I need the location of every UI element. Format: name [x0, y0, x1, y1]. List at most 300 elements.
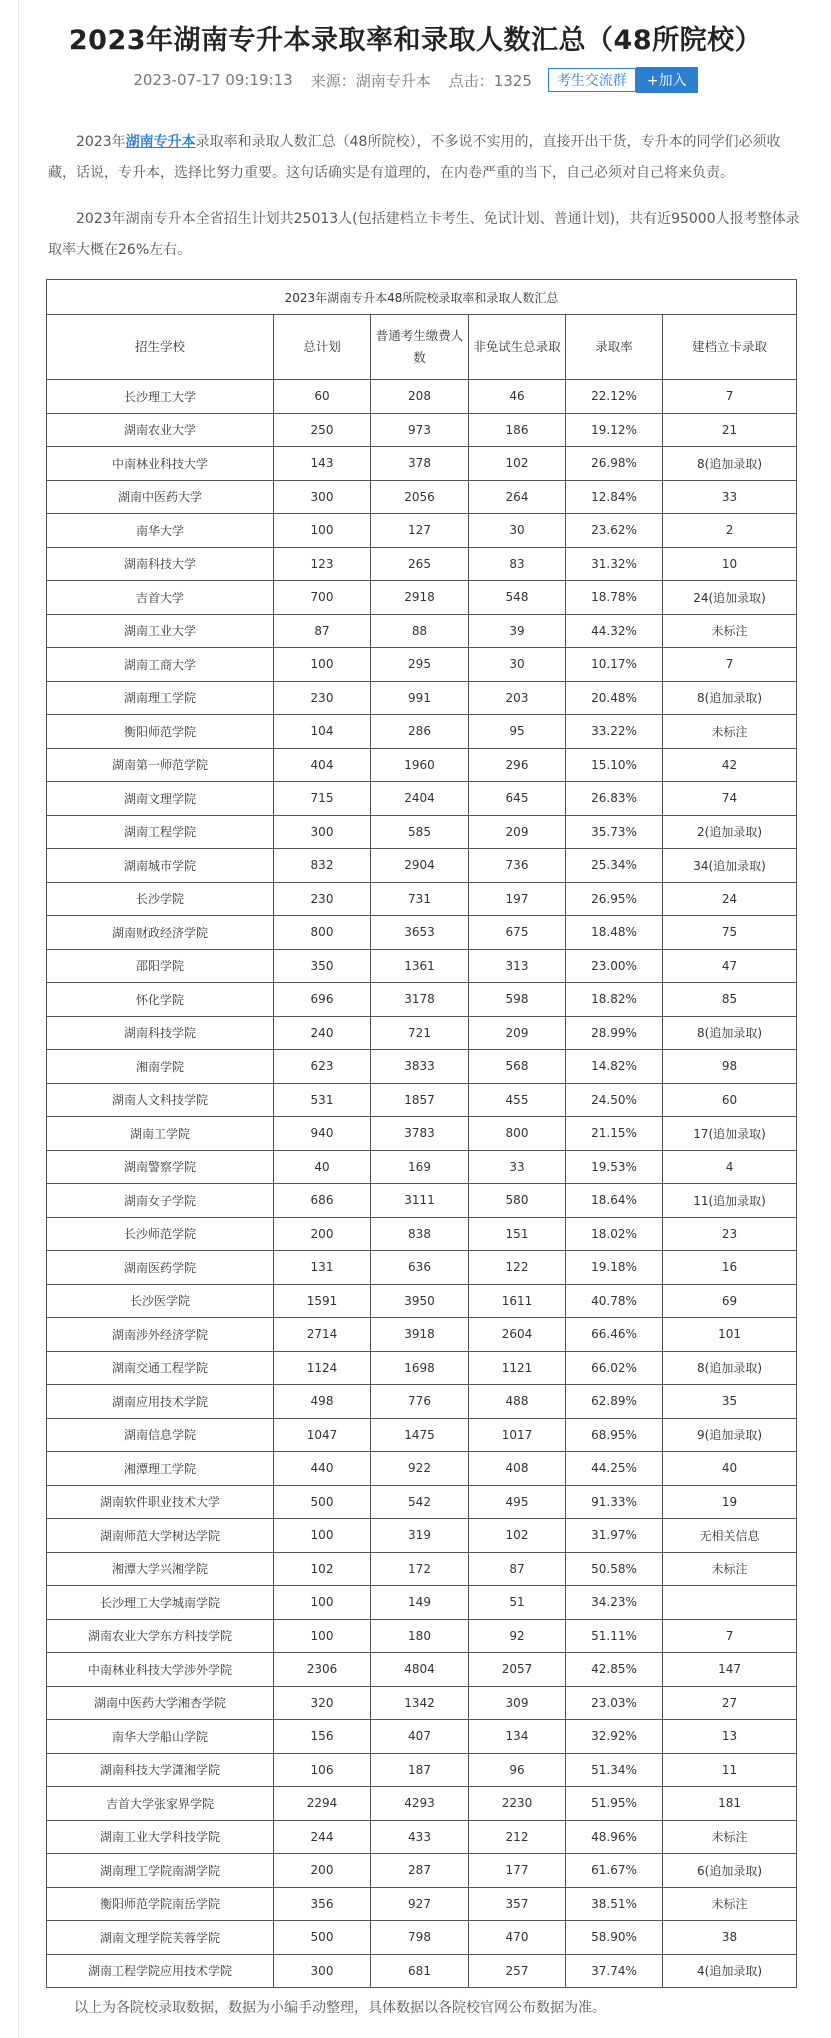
cell-paid-applicants: 286 [371, 715, 469, 749]
cell-school: 吉首大学 [47, 581, 274, 615]
table-caption: 2023年湖南专升本48所院校录取率和录取人数汇总 [47, 280, 797, 315]
table-row [47, 480, 797, 514]
cell-school: 湖南工业大学科技学院 [47, 1820, 274, 1854]
admission-table [46, 279, 797, 1988]
table-row [47, 1887, 797, 1921]
cell-registered-poor-admitted: 85 [663, 983, 797, 1017]
cell-school: 湖南应用技术学院 [47, 1385, 274, 1419]
cell-total-admitted: 87 [469, 1552, 566, 1586]
cell-registered-poor-admitted: 16 [663, 1251, 797, 1285]
cell-paid-applicants: 721 [371, 1016, 469, 1050]
table-row [47, 1720, 797, 1754]
cell-total-admitted: 2230 [469, 1787, 566, 1821]
cell-admission-rate: 15.10% [566, 748, 663, 782]
cell-paid-applicants: 636 [371, 1251, 469, 1285]
cell-admission-rate: 68.95% [566, 1418, 663, 1452]
cell-paid-applicants: 187 [371, 1753, 469, 1787]
cell-admission-rate: 34.23% [566, 1586, 663, 1620]
cell-total-admitted: 800 [469, 1117, 566, 1151]
cell-total-admitted: 357 [469, 1887, 566, 1921]
cell-admission-rate: 91.33% [566, 1485, 663, 1519]
cell-paid-applicants: 2404 [371, 782, 469, 816]
view-count: 点击：1325 [448, 71, 532, 90]
cell-total-plan: 123 [274, 547, 371, 581]
cell-registered-poor-admitted: 8(追加录取) [663, 1351, 797, 1385]
header-registered-poor-admitted: 建档立卡录取 [663, 315, 797, 380]
cell-registered-poor-admitted: 2 [663, 514, 797, 548]
cell-school: 湖南理工学院 [47, 681, 274, 715]
cell-total-admitted: 92 [469, 1619, 566, 1653]
table-row [47, 648, 797, 682]
cell-school: 湘潭理工学院 [47, 1452, 274, 1486]
cell-total-admitted: 46 [469, 380, 566, 414]
cell-school: 长沙医学院 [47, 1284, 274, 1318]
cell-school: 湘南学院 [47, 1050, 274, 1084]
cell-paid-applicants: 1960 [371, 748, 469, 782]
cell-total-plan: 1124 [274, 1351, 371, 1385]
cell-total-plan: 498 [274, 1385, 371, 1419]
cell-admission-rate: 10.17% [566, 648, 663, 682]
table-row [47, 882, 797, 916]
cell-registered-poor-admitted: 9(追加录取) [663, 1418, 797, 1452]
table-row [47, 983, 797, 1017]
cell-admission-rate: 18.64% [566, 1184, 663, 1218]
cell-registered-poor-admitted: 101 [663, 1318, 797, 1352]
table-row [47, 1686, 797, 1720]
cell-school: 长沙理工大学城南学院 [47, 1586, 274, 1620]
cell-admission-rate: 22.12% [566, 380, 663, 414]
cell-registered-poor-admitted: 74 [663, 782, 797, 816]
cell-paid-applicants: 3833 [371, 1050, 469, 1084]
cell-paid-applicants: 3950 [371, 1284, 469, 1318]
cell-paid-applicants: 776 [371, 1385, 469, 1419]
cell-total-plan: 244 [274, 1820, 371, 1854]
cell-total-admitted: 102 [469, 447, 566, 481]
intro-paragraph-2: 2023年湖南专升本全省招生计划共25013人(包括建档立卡考生、免试计划、普通计划)，共有近95000人报考整体录取率大概在26%左右。 [48, 211, 800, 258]
cell-registered-poor-admitted: 11(追加录取) [663, 1184, 797, 1218]
table-row [47, 1217, 797, 1251]
cell-total-plan: 2294 [274, 1787, 371, 1821]
table-row [47, 1854, 797, 1888]
cell-total-admitted: 580 [469, 1184, 566, 1218]
cell-school: 湖南工业大学 [47, 614, 274, 648]
cell-total-plan: 100 [274, 648, 371, 682]
cell-total-plan: 143 [274, 447, 371, 481]
table-row [47, 1552, 797, 1586]
cell-school: 湖南交通工程学院 [47, 1351, 274, 1385]
cell-school: 衡阳师范学院南岳学院 [47, 1887, 274, 1921]
cell-registered-poor-admitted: 2(追加录取) [663, 815, 797, 849]
cell-total-admitted: 212 [469, 1820, 566, 1854]
cell-school: 吉首大学张家界学院 [47, 1787, 274, 1821]
cell-total-admitted: 548 [469, 581, 566, 615]
cell-admission-rate: 24.50% [566, 1083, 663, 1117]
cell-registered-poor-admitted: 42 [663, 748, 797, 782]
cell-total-admitted: 495 [469, 1485, 566, 1519]
cell-school: 湖南工程学院应用技术学院 [47, 1954, 274, 1988]
cell-admission-rate: 51.11% [566, 1619, 663, 1653]
table-row [47, 782, 797, 816]
table-row [47, 581, 797, 615]
table-row [47, 1954, 797, 1988]
cell-paid-applicants: 287 [371, 1854, 469, 1888]
cell-registered-poor-admitted: 7 [663, 1619, 797, 1653]
cell-paid-applicants: 2918 [371, 581, 469, 615]
intro-paragraph-1 [48, 127, 806, 189]
cell-registered-poor-admitted: 7 [663, 380, 797, 414]
cell-total-admitted: 30 [469, 648, 566, 682]
student-group-tag[interactable]: 考生交流群 [548, 68, 636, 92]
table-row [47, 1351, 797, 1385]
table-row [47, 1184, 797, 1218]
intro-p1-prefix: 2023年 [76, 134, 126, 150]
cell-registered-poor-admitted: 33 [663, 480, 797, 514]
table-row [47, 1251, 797, 1285]
cell-registered-poor-admitted [663, 1586, 797, 1620]
cell-admission-rate: 19.53% [566, 1150, 663, 1184]
cell-registered-poor-admitted: 23 [663, 1217, 797, 1251]
cell-total-plan: 100 [274, 514, 371, 548]
table-header-row [47, 315, 797, 380]
cell-admission-rate: 66.02% [566, 1351, 663, 1385]
cell-paid-applicants: 4293 [371, 1787, 469, 1821]
footer-note: 以上为各院校录取数据，数据为小编手动整理，具体数据以各院校官网公布数据为准。 [74, 2000, 606, 2016]
cell-total-admitted: 186 [469, 413, 566, 447]
cell-admission-rate: 18.48% [566, 916, 663, 950]
cell-total-admitted: 96 [469, 1753, 566, 1787]
cell-total-admitted: 488 [469, 1385, 566, 1419]
table-row [47, 1452, 797, 1486]
table-row [47, 1117, 797, 1151]
table-row [47, 1921, 797, 1955]
cell-admission-rate: 44.32% [566, 614, 663, 648]
cell-admission-rate: 18.78% [566, 581, 663, 615]
cell-school: 长沙学院 [47, 882, 274, 916]
cell-paid-applicants: 172 [371, 1552, 469, 1586]
cell-school: 湖南文理学院 [47, 782, 274, 816]
cell-registered-poor-admitted: 147 [663, 1653, 797, 1687]
cell-admission-rate: 28.99% [566, 1016, 663, 1050]
cell-total-plan: 300 [274, 480, 371, 514]
cell-paid-applicants: 378 [371, 447, 469, 481]
cell-total-plan: 531 [274, 1083, 371, 1117]
cell-school: 湖南理工学院南湖学院 [47, 1854, 274, 1888]
cell-total-admitted: 1611 [469, 1284, 566, 1318]
cell-admission-rate: 31.97% [566, 1519, 663, 1553]
table-row [47, 748, 797, 782]
cell-total-admitted: 102 [469, 1519, 566, 1553]
table-row [47, 1753, 797, 1787]
article-title: 2023年湖南专升本录取率和录取人数汇总（48所院校） [68, 25, 763, 56]
cell-admission-rate: 50.58% [566, 1552, 663, 1586]
cell-school: 湖南中医药大学湘杏学院 [47, 1686, 274, 1720]
cell-total-admitted: 197 [469, 882, 566, 916]
cell-school: 湖南女子学院 [47, 1184, 274, 1218]
cell-total-plan: 102 [274, 1552, 371, 1586]
cell-admission-rate: 23.00% [566, 949, 663, 983]
table-row [47, 1820, 797, 1854]
cell-paid-applicants: 319 [371, 1519, 469, 1553]
cell-total-plan: 230 [274, 681, 371, 715]
cell-total-plan: 100 [274, 1519, 371, 1553]
cell-paid-applicants: 585 [371, 815, 469, 849]
cell-paid-applicants: 3653 [371, 916, 469, 950]
cell-school: 衡阳师范学院 [47, 715, 274, 749]
table-row [47, 447, 797, 481]
cell-school: 中南林业科技大学 [47, 447, 274, 481]
cell-registered-poor-admitted: 7 [663, 648, 797, 682]
table-row [47, 1016, 797, 1050]
table-row [47, 1485, 797, 1519]
cell-total-plan: 686 [274, 1184, 371, 1218]
cell-paid-applicants: 127 [371, 514, 469, 548]
cell-total-admitted: 568 [469, 1050, 566, 1084]
cell-admission-rate: 40.78% [566, 1284, 663, 1318]
cell-admission-rate: 25.34% [566, 849, 663, 883]
table-row [47, 1619, 797, 1653]
cell-admission-rate: 51.95% [566, 1787, 663, 1821]
cell-school: 湖南医药学院 [47, 1251, 274, 1285]
cell-paid-applicants: 922 [371, 1452, 469, 1486]
cell-admission-rate: 20.48% [566, 681, 663, 715]
cell-paid-applicants: 542 [371, 1485, 469, 1519]
cell-school: 湖南工学院 [47, 1117, 274, 1151]
cell-total-admitted: 39 [469, 614, 566, 648]
cell-paid-applicants: 1857 [371, 1083, 469, 1117]
cell-school: 南华大学船山学院 [47, 1720, 274, 1754]
admission-table-wrapper [46, 279, 796, 1988]
cell-total-plan: 200 [274, 1854, 371, 1888]
cell-admission-rate: 33.22% [566, 715, 663, 749]
cell-school: 湖南警察学院 [47, 1150, 274, 1184]
header-total-admitted: 非免试生总录取 [469, 315, 566, 380]
cell-total-plan: 832 [274, 849, 371, 883]
cell-admission-rate: 26.83% [566, 782, 663, 816]
cell-registered-poor-admitted: 60 [663, 1083, 797, 1117]
cell-total-admitted: 209 [469, 815, 566, 849]
cell-total-plan: 200 [274, 1217, 371, 1251]
cell-total-plan: 100 [274, 1586, 371, 1620]
cell-paid-applicants: 3918 [371, 1318, 469, 1352]
cell-paid-applicants: 1342 [371, 1686, 469, 1720]
cell-total-admitted: 177 [469, 1854, 566, 1888]
intro-p1-rest: 录取率和录取人数汇总（48所院校），不多说不实用的，直接开出干货，专升本的同学们必须收藏，话说，专升本，选择比努力重要。这句话确实是有道理的，在内卷严重的当下，自己必须对自己将来负责。 [48, 134, 781, 181]
cell-total-plan: 800 [274, 916, 371, 950]
cell-total-admitted: 83 [469, 547, 566, 581]
article-meta [0, 68, 831, 92]
cell-admission-rate: 26.95% [566, 882, 663, 916]
cell-school: 湖南城市学院 [47, 849, 274, 883]
cell-admission-rate: 62.89% [566, 1385, 663, 1419]
cell-total-plan: 240 [274, 1016, 371, 1050]
cell-admission-rate: 23.03% [566, 1686, 663, 1720]
cell-admission-rate: 66.46% [566, 1318, 663, 1352]
cell-paid-applicants: 208 [371, 380, 469, 414]
hunan-zsb-link[interactable]: 湖南专升本 [125, 134, 196, 150]
table-row [47, 1787, 797, 1821]
cell-registered-poor-admitted: 8(追加录取) [663, 447, 797, 481]
cell-total-admitted: 122 [469, 1251, 566, 1285]
table-row [47, 1519, 797, 1553]
cell-admission-rate: 31.32% [566, 547, 663, 581]
table-row [47, 681, 797, 715]
cell-total-plan: 1047 [274, 1418, 371, 1452]
cell-total-plan: 356 [274, 1887, 371, 1921]
cell-registered-poor-admitted: 未标注 [663, 1887, 797, 1921]
cell-registered-poor-admitted: 98 [663, 1050, 797, 1084]
cell-total-admitted: 203 [469, 681, 566, 715]
cell-paid-applicants: 407 [371, 1720, 469, 1754]
cell-paid-applicants: 1475 [371, 1418, 469, 1452]
cell-school: 怀化学院 [47, 983, 274, 1017]
cell-paid-applicants: 838 [371, 1217, 469, 1251]
table-row [47, 1284, 797, 1318]
cell-school: 湖南中医药大学 [47, 480, 274, 514]
cell-registered-poor-admitted: 24(追加录取) [663, 581, 797, 615]
cell-total-plan: 320 [274, 1686, 371, 1720]
cell-registered-poor-admitted: 24 [663, 882, 797, 916]
cell-admission-rate: 21.15% [566, 1117, 663, 1151]
cell-total-admitted: 455 [469, 1083, 566, 1117]
cell-total-plan: 2714 [274, 1318, 371, 1352]
cell-school: 长沙理工大学 [47, 380, 274, 414]
cell-total-admitted: 30 [469, 514, 566, 548]
cell-total-plan: 131 [274, 1251, 371, 1285]
cell-paid-applicants: 3111 [371, 1184, 469, 1218]
cell-registered-poor-admitted: 无相关信息 [663, 1519, 797, 1553]
cell-total-admitted: 645 [469, 782, 566, 816]
cell-registered-poor-admitted: 8(追加录取) [663, 681, 797, 715]
table-row [47, 949, 797, 983]
cell-registered-poor-admitted: 21 [663, 413, 797, 447]
cell-school: 湖南科技大学 [47, 547, 274, 581]
cell-total-plan: 104 [274, 715, 371, 749]
cell-total-plan: 100 [274, 1619, 371, 1653]
table-row [47, 849, 797, 883]
cell-admission-rate: 38.51% [566, 1887, 663, 1921]
cell-total-plan: 500 [274, 1921, 371, 1955]
cell-admission-rate: 48.96% [566, 1820, 663, 1854]
cell-total-admitted: 209 [469, 1016, 566, 1050]
table-row [47, 1150, 797, 1184]
cell-school: 中南林业科技大学涉外学院 [47, 1653, 274, 1687]
cell-total-plan: 40 [274, 1150, 371, 1184]
cell-registered-poor-admitted: 10 [663, 547, 797, 581]
cell-admission-rate: 14.82% [566, 1050, 663, 1084]
cell-paid-applicants: 433 [371, 1820, 469, 1854]
cell-admission-rate: 58.90% [566, 1921, 663, 1955]
cell-registered-poor-admitted: 38 [663, 1921, 797, 1955]
cell-total-admitted: 675 [469, 916, 566, 950]
cell-registered-poor-admitted: 未标注 [663, 715, 797, 749]
cell-admission-rate: 61.67% [566, 1854, 663, 1888]
cell-total-plan: 106 [274, 1753, 371, 1787]
cell-admission-rate: 44.25% [566, 1452, 663, 1486]
table-row [47, 1653, 797, 1687]
table-row [47, 916, 797, 950]
cell-total-admitted: 51 [469, 1586, 566, 1620]
cell-total-admitted: 2604 [469, 1318, 566, 1352]
cell-total-admitted: 598 [469, 983, 566, 1017]
cell-registered-poor-admitted: 40 [663, 1452, 797, 1486]
cell-total-admitted: 33 [469, 1150, 566, 1184]
cell-registered-poor-admitted: 75 [663, 916, 797, 950]
cell-school: 长沙师范学院 [47, 1217, 274, 1251]
cell-registered-poor-admitted: 19 [663, 1485, 797, 1519]
cell-school: 湖南文理学院芙蓉学院 [47, 1921, 274, 1955]
cell-paid-applicants: 731 [371, 882, 469, 916]
cell-admission-rate: 51.34% [566, 1753, 663, 1787]
cell-total-admitted: 309 [469, 1686, 566, 1720]
cell-admission-rate: 19.12% [566, 413, 663, 447]
cell-total-plan: 696 [274, 983, 371, 1017]
table-row [47, 1385, 797, 1419]
cell-paid-applicants: 1698 [371, 1351, 469, 1385]
cell-registered-poor-admitted: 35 [663, 1385, 797, 1419]
table-row [47, 380, 797, 414]
table-row [47, 1083, 797, 1117]
cell-school: 湖南农业大学东方科技学院 [47, 1619, 274, 1653]
cell-total-plan: 350 [274, 949, 371, 983]
cell-total-plan: 700 [274, 581, 371, 615]
table-row [47, 514, 797, 548]
cell-total-plan: 500 [274, 1485, 371, 1519]
table-row [47, 413, 797, 447]
header-admission-rate: 录取率 [566, 315, 663, 380]
cell-school: 湖南信息学院 [47, 1418, 274, 1452]
cell-paid-applicants: 3783 [371, 1117, 469, 1151]
cell-registered-poor-admitted: 未标注 [663, 1820, 797, 1854]
cell-school: 湖南工商大学 [47, 648, 274, 682]
cell-total-plan: 87 [274, 614, 371, 648]
cell-admission-rate: 32.92% [566, 1720, 663, 1754]
article-source: 来源：湖南专升本 [310, 71, 431, 90]
cell-school: 湖南农业大学 [47, 413, 274, 447]
cell-total-plan: 715 [274, 782, 371, 816]
cell-paid-applicants: 180 [371, 1619, 469, 1653]
cell-school: 南华大学 [47, 514, 274, 548]
cell-admission-rate: 42.85% [566, 1653, 663, 1687]
cell-paid-applicants: 991 [371, 681, 469, 715]
cell-total-admitted: 1121 [469, 1351, 566, 1385]
cell-total-admitted: 408 [469, 1452, 566, 1486]
cell-paid-applicants: 4804 [371, 1653, 469, 1687]
cell-school: 湖南师范大学树达学院 [47, 1519, 274, 1553]
cell-school: 邵阳学院 [47, 949, 274, 983]
article-header [0, 0, 831, 95]
cell-paid-applicants: 295 [371, 648, 469, 682]
cell-school: 湖南涉外经济学院 [47, 1318, 274, 1352]
cell-total-plan: 1591 [274, 1284, 371, 1318]
cell-school: 湖南科技学院 [47, 1016, 274, 1050]
header-paid-applicants: 普通考生缴费人数 [371, 315, 469, 380]
left-border-line [18, 0, 19, 2038]
cell-paid-applicants: 3178 [371, 983, 469, 1017]
cell-registered-poor-admitted: 13 [663, 1720, 797, 1754]
cell-registered-poor-admitted: 未标注 [663, 614, 797, 648]
cell-paid-applicants: 927 [371, 1887, 469, 1921]
cell-registered-poor-admitted: 181 [663, 1787, 797, 1821]
join-group-button[interactable]: +加入 [636, 67, 698, 93]
cell-total-admitted: 313 [469, 949, 566, 983]
cell-total-admitted: 151 [469, 1217, 566, 1251]
cell-paid-applicants: 798 [371, 1921, 469, 1955]
table-row [47, 614, 797, 648]
table-row [47, 1418, 797, 1452]
table-row [47, 815, 797, 849]
cell-admission-rate: 35.73% [566, 815, 663, 849]
cell-total-plan: 300 [274, 815, 371, 849]
